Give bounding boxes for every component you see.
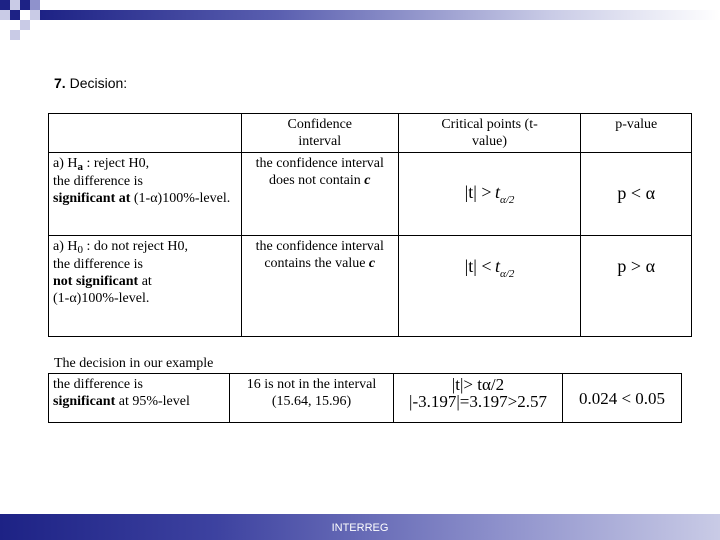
p-value-cell: p > α xyxy=(581,236,692,337)
heading-text: Decision: xyxy=(69,75,128,91)
example-interval-cell: 16 is not in the interval (15.64, 15.96) xyxy=(230,374,394,423)
footer-text: INTERREG xyxy=(331,522,389,534)
p-value-cell: p < α xyxy=(581,153,692,236)
heading-number: 7. xyxy=(54,75,66,91)
example-title: The decision in our example xyxy=(54,356,214,371)
example-p-value-cell: 0.024 < 0.05 xyxy=(563,374,682,423)
condition-cell: a) $H_0$ : do not reject H0, the difference is not significant at (1-α)100%-level. xyxy=(49,236,242,337)
example-table xyxy=(48,373,682,423)
header-empty-cell xyxy=(49,114,242,153)
header-p-value: p-value xyxy=(581,114,692,153)
critical-points-cell: $|t| < t_{\alpha/2}$ xyxy=(398,236,581,337)
header-critical-points: Critical points (t-value) xyxy=(398,114,581,153)
table-row xyxy=(49,153,692,236)
example-difference-cell: the difference is significant at 95%-level xyxy=(49,374,230,423)
confidence-interval-cell: the confidence interval contains the value c xyxy=(241,236,398,337)
table-row xyxy=(49,374,682,423)
section-heading xyxy=(54,75,127,91)
example-critical-cell: |t|> tα/2 |-3.197|=3.197>2.57 xyxy=(394,374,563,423)
header-gradient-bar xyxy=(40,10,720,20)
table-header-row xyxy=(49,114,692,153)
condition-cell: a) $H_a$ : reject H0, the difference is significant at (1-α)100%-level. xyxy=(49,153,242,236)
confidence-interval-cell: the confidence interval does not contain c xyxy=(241,153,398,236)
header-confidence-interval: Confidence interval xyxy=(241,114,398,153)
critical-points-cell: $|t| > t_{\alpha/2}$ xyxy=(398,153,581,236)
table-row xyxy=(49,236,692,337)
corner-decoration xyxy=(0,0,60,45)
decision-table xyxy=(48,113,692,337)
